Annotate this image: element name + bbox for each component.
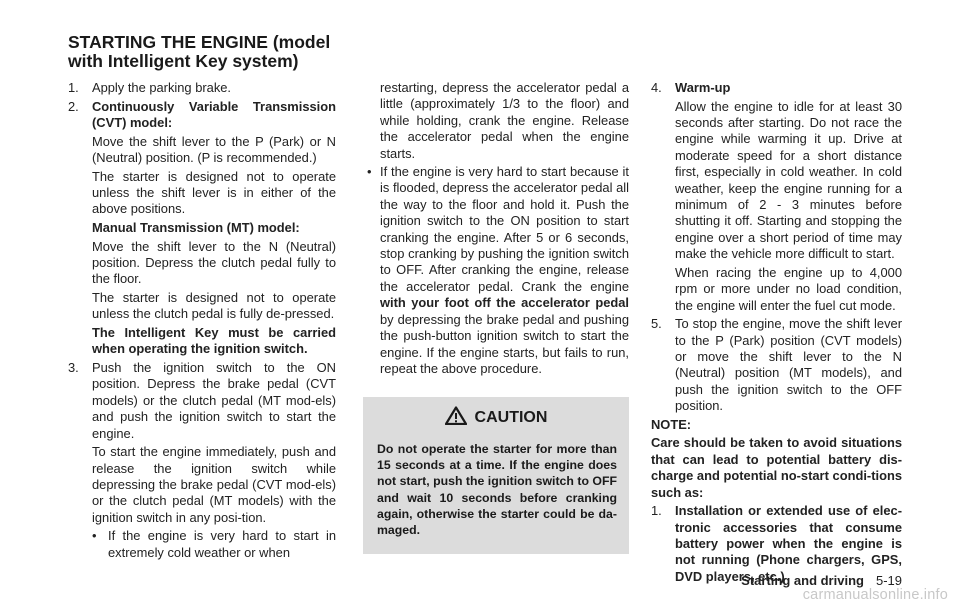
column-left bbox=[68, 80, 336, 561]
caution-title: CAUTION bbox=[474, 409, 548, 426]
step-paragraph: The starter is designed not to operate unless the shift lever is in either of the above positions. bbox=[92, 168, 336, 217]
step-paragraph: The starter is designed not to operate unless the clutch pedal is fully de-pressed. bbox=[92, 290, 336, 322]
page-number: 5-19 bbox=[875, 573, 902, 588]
bullet-flooded bbox=[363, 164, 629, 377]
note-text: Installation or extended use of elec-tronic accessories that consume battery power when the engine is not running (Phone chargers, GPS, DVD players, etc.) bbox=[675, 503, 902, 584]
step-paragraph: Move the shift lever to the N (Neutral) position. Depress the clutch pedal fully to the floor. bbox=[92, 238, 336, 287]
step-3 bbox=[68, 360, 336, 526]
step-paragraph: Allow the engine to idle for at least 30 seconds after starting. Do not race the engine while warming it up. Drive at moderate speed for a short distance first, especially in cold weather. In cold weather, keep the engine running for a minimum of 2 - 3 minutes before shutting it off. Starting and stopping the engine over a short period of time may make the vehicle more difficult to start. bbox=[675, 98, 902, 262]
step-2 bbox=[68, 99, 336, 358]
step-number: 5. bbox=[651, 316, 662, 332]
step-1 bbox=[68, 80, 336, 96]
step-5 bbox=[651, 316, 902, 414]
step-paragraph: Push the ignition switch to the ON position. Depress the brake pedal (CVT models) or the clutch pedal (MT mod-els) and push the ignition switch to start the engine. bbox=[92, 360, 336, 441]
bullet-text: If the engine is very hard to start in extremely cold weather or when bbox=[108, 528, 336, 560]
bullet-dot: • bbox=[92, 528, 97, 544]
watermark-logo: carmanualsonline.info bbox=[802, 587, 948, 603]
bullet-dot: • bbox=[367, 164, 372, 180]
step-text: To stop the engine, move the shift lever to the P (Park) position (CVT models) or move the shift lever to the N (Neutral) position (MT models), and push the ignition switch to the OFF position. bbox=[675, 316, 902, 414]
bullet-cold-weather bbox=[68, 528, 336, 561]
bold-instruction: with your foot off the accelerator pedal bbox=[380, 295, 629, 311]
step-paragraph: Move the shift lever to the P (Park) or N (Neutral) position. (P is recommended.) bbox=[92, 133, 336, 165]
warning-triangle-icon bbox=[445, 406, 467, 425]
section-name: Starting and driving bbox=[741, 573, 864, 588]
step-number: 4. bbox=[651, 80, 662, 95]
step-number: 2. bbox=[68, 98, 79, 114]
column-middle bbox=[363, 80, 629, 377]
page-footer bbox=[741, 573, 902, 588]
intelligent-key-warning: The Intelligent Key must be carried when operating the ignition switch. bbox=[92, 325, 336, 357]
caution-box bbox=[363, 397, 629, 554]
mt-model-title: Manual Transmission (MT) model: bbox=[92, 220, 300, 235]
bullet-continuation: restarting, depress the accelerator pedal a little (approximately 1/3 to the floor) and while holding, crank the engine. Release the accelerator pedal when the engine starts. bbox=[380, 80, 629, 161]
column-right bbox=[651, 80, 902, 585]
bullet-text: If the engine is very hard to start because it is flooded, depress the accelerator pedal all the way to the floor and hold it. Push the ignition switch to the ON position to start cranking the engine. After 5 or 6 seconds, stop cranking by pushing the ignition switch to OFF. After cranking the engine, release the accelerator pedal. Crank the engine with your foot off the accelerator pedal by depressing the brake pedal and pushing the push-button ignition switch to start the engine. If the engine starts, but fails to run, repeat the above procedure. bbox=[380, 164, 629, 376]
note-number: 1. bbox=[651, 503, 662, 519]
note-label: NOTE: bbox=[651, 416, 692, 432]
note-intro: Care should be taken to avoid situations that can lead to potential battery dis-charge and potential no-start condi-tions such as: bbox=[651, 435, 902, 500]
caution-header bbox=[363, 406, 629, 429]
step-text: Apply the parking brake. bbox=[92, 80, 232, 95]
step-number: 3. bbox=[68, 360, 79, 375]
page-title: STARTING THE ENGINE (model with Intelligent Key system) bbox=[68, 32, 331, 71]
warm-up-title: Warm-up bbox=[675, 80, 731, 95]
step-4 bbox=[651, 80, 902, 314]
step-paragraph: To start the engine immediately, push and release the ignition switch while depressing the brake pedal (CVT mod-els) or the clutch pedal (MT models) with the ignition switch in any posi-tion. bbox=[92, 444, 336, 525]
step-number: 1. bbox=[68, 80, 79, 95]
step-paragraph: When racing the engine up to 4,000 rpm or more under no load condition, the engine will enter the fuel cut mode. bbox=[675, 264, 902, 313]
cvt-model-title: Continuously Variable Transmission (CVT) model: bbox=[92, 98, 336, 130]
caution-text: Do not operate the starter for more than 15 seconds at a time. If the engine does not start, push the ignition switch to OFF and wait 10 seconds before cranking again, otherwise the starter could be da-maged. bbox=[377, 442, 617, 538]
